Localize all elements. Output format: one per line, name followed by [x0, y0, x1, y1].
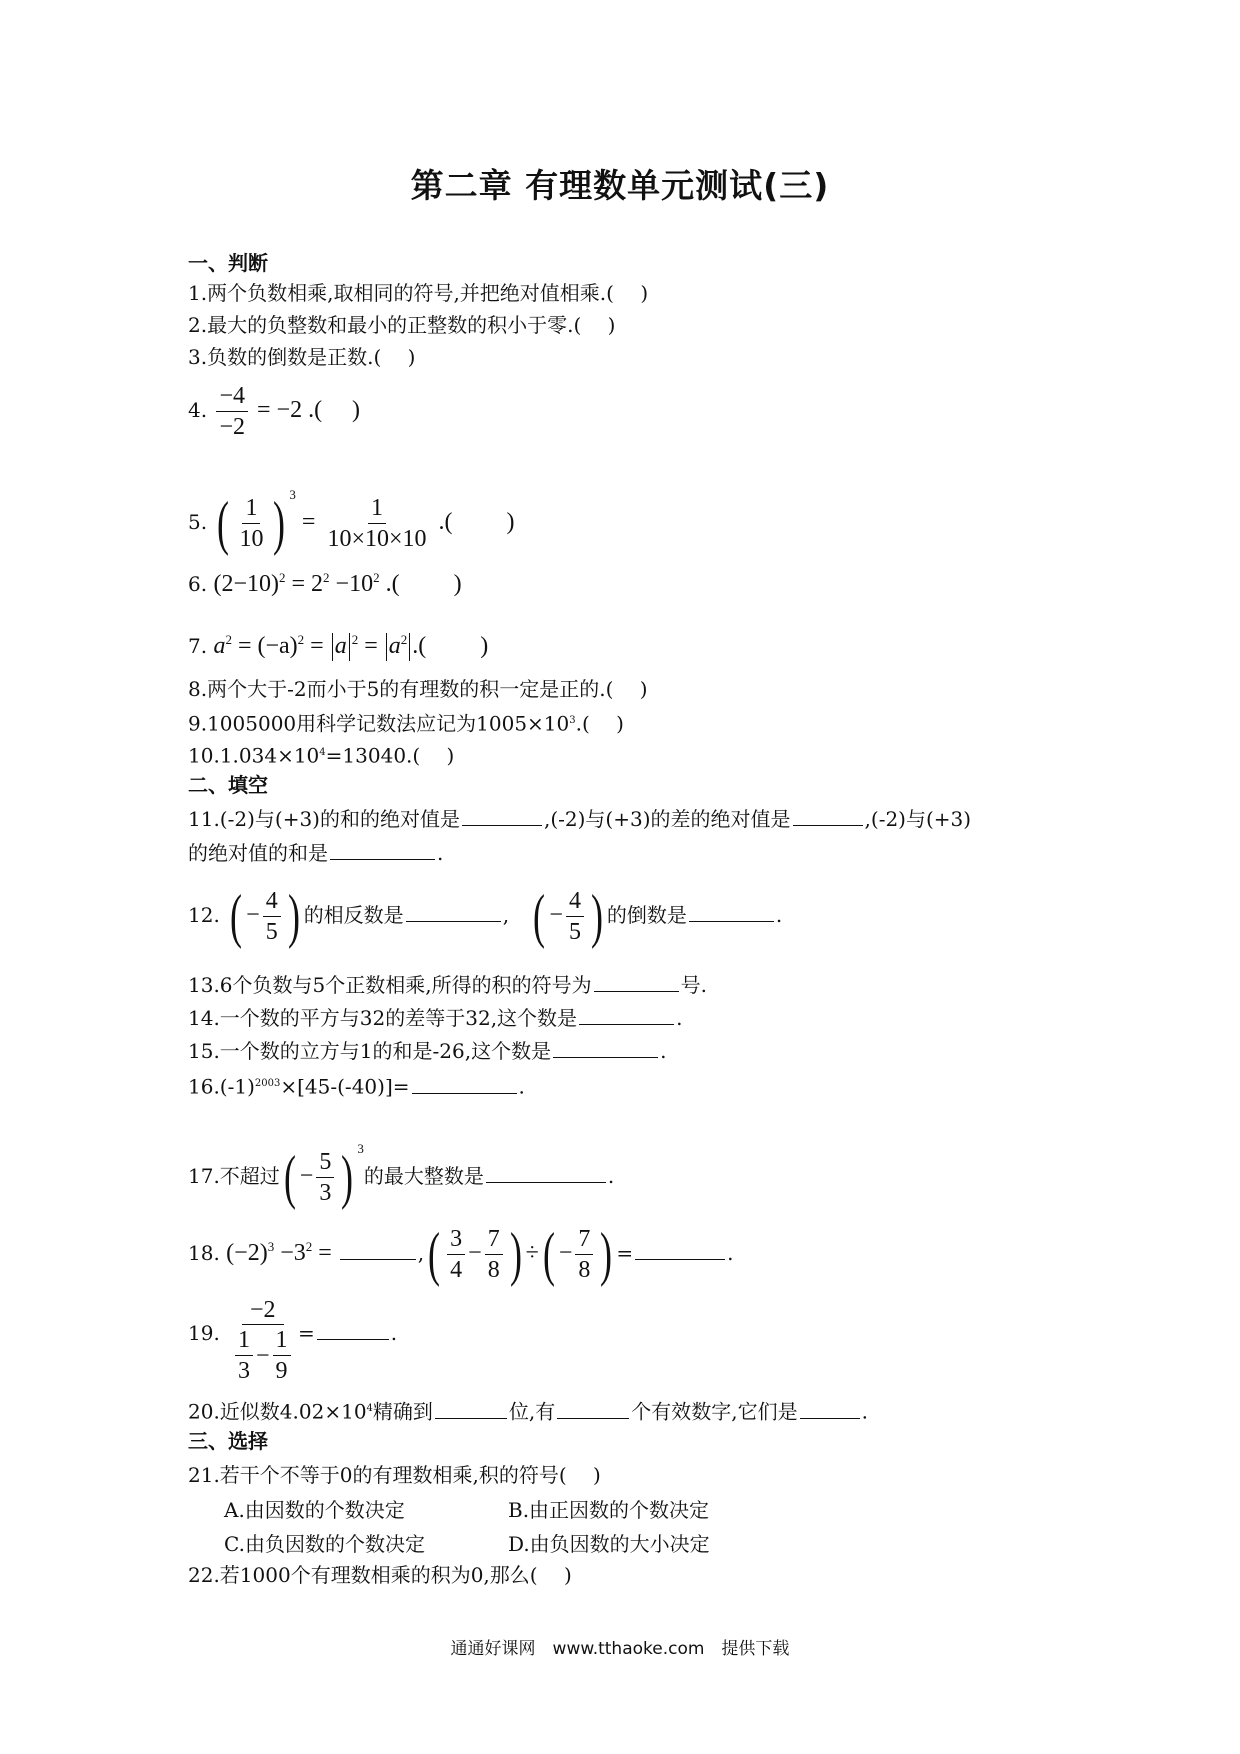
question-7-e4: 2: [400, 632, 408, 647]
question-7-g: a: [388, 633, 401, 659]
question-18-d3: 8: [578, 1256, 591, 1283]
question-12-denominator: 5: [265, 918, 278, 945]
question-5-right-fraction: [324, 493, 429, 554]
abs-bar-left: [332, 633, 333, 661]
question-19-numerator: −2: [242, 1296, 284, 1325]
question-17-fraction: [316, 1147, 334, 1208]
question-12-c: 的倒数是: [606, 903, 687, 927]
question-16-b: ×[45-(-40)]=: [280, 1074, 410, 1099]
question-18-eq: =: [616, 1241, 634, 1265]
answer-blank[interactable]: [486, 1181, 606, 1183]
question-5-left-denominator: 10: [239, 525, 264, 552]
abs-bar-left-2: [386, 633, 387, 661]
question-14-a: 14.一个数的平方与32的差等于32,这个数是: [188, 1006, 578, 1030]
question-7-b: = (−a): [231, 633, 298, 659]
section-heading-judge: 一、判断: [188, 251, 268, 275]
answer-blank[interactable]: [793, 824, 863, 826]
question-13-a: 13.6个负数与5个正数相乘,所得的积的符号为: [188, 973, 592, 997]
option-21-c[interactable]: C.由负因数的个数决定: [224, 1532, 425, 1556]
question-6-tail: −10: [329, 571, 374, 597]
question-14-b: .: [676, 1006, 683, 1030]
question-9-text: 9.1005000用科学记数法应记为1005×10: [188, 711, 570, 736]
option-21-a[interactable]: A.由因数的个数决定: [224, 1498, 405, 1522]
question-10-text: 10.1.034×10: [188, 743, 320, 768]
section-heading-choice: 三、选择: [188, 1429, 268, 1453]
question-20-c: 位,有: [508, 1399, 556, 1424]
question-12-b: ,: [502, 903, 510, 927]
question-1: 1.两个负数相乘,取相同的符号,并把绝对值相乘.( ): [188, 281, 649, 305]
question-12-d: .: [775, 903, 783, 927]
question-18-d: ,: [417, 1241, 425, 1265]
question-10: [188, 740, 454, 769]
question-16-c: .: [518, 1074, 525, 1099]
answer-blank[interactable]: [689, 920, 774, 922]
question-18-end: .: [727, 1241, 734, 1265]
answer-blank[interactable]: [340, 1258, 416, 1260]
question-6-exp2: 2: [323, 570, 330, 585]
question-15: [188, 1038, 666, 1064]
question-12-label: 12.: [188, 903, 220, 927]
question-18-frac1: [447, 1224, 465, 1285]
question-15-b: .: [660, 1039, 667, 1063]
question-9: [188, 708, 624, 737]
question-11-a: 11.(-2)与(+3)的和的绝对值是: [188, 807, 460, 831]
question-16: [188, 1071, 525, 1100]
question-19-frac2: [273, 1325, 291, 1386]
question-18-e2: 2: [305, 1239, 313, 1254]
question-16-a: 16.(-1): [188, 1074, 255, 1099]
question-5-right-denominator: 10×10×10: [327, 525, 427, 552]
question-18-n1: 3: [447, 1224, 465, 1255]
question-19-frac1: [235, 1325, 253, 1386]
answer-blank[interactable]: [557, 1417, 629, 1419]
question-9-exp: 3: [569, 715, 576, 726]
question-20: [188, 1396, 868, 1425]
question-18-d2: 8: [487, 1256, 500, 1283]
question-6-exp3: 2: [373, 570, 380, 585]
question-5-rest: .( ): [438, 509, 515, 535]
question-20-a: 20.近似数4.02×10: [188, 1399, 367, 1424]
answer-blank[interactable]: [462, 824, 542, 826]
question-16-exp: 2003: [254, 1078, 281, 1089]
abs-bar-right-2: [409, 633, 410, 661]
page-title: 第二章 有理数单元测试(三): [410, 166, 830, 205]
question-18-frac2: [485, 1224, 503, 1285]
answer-blank[interactable]: [553, 1056, 658, 1058]
question-5-left-fraction: [236, 493, 266, 554]
question-20-exp: 4: [366, 1403, 373, 1414]
question-12-numerator-2: 4: [566, 886, 584, 917]
question-10-exp: 4: [319, 747, 326, 758]
question-8: 8.两个大于-2而小于5的有理数的积一定是正的.( ): [188, 677, 648, 701]
option-21-b[interactable]: B.由正因数的个数决定: [508, 1498, 710, 1522]
question-4-label: 4.: [188, 398, 208, 422]
question-12-fraction-2: [566, 886, 584, 947]
question-19-n1: 1: [235, 1325, 253, 1356]
question-4-fraction: [216, 381, 248, 442]
question-19-compound-fraction: [232, 1296, 294, 1386]
option-21-d[interactable]: D.由负因数的大小决定: [508, 1532, 710, 1556]
answer-blank[interactable]: [330, 858, 435, 860]
question-19-d2: 9: [275, 1358, 288, 1384]
question-19-label: 19.: [188, 1321, 220, 1345]
question-18-b: −3: [274, 1240, 306, 1266]
question-12-a: 的相反数是: [303, 903, 404, 927]
question-7-f: =: [358, 633, 384, 659]
question-6: [188, 560, 462, 602]
question-12-numerator: 4: [263, 886, 281, 917]
question-6-expr: (2−10): [213, 571, 279, 597]
question-10-tail: =13040.( ): [325, 743, 455, 768]
question-5: 5. ( $\frac{1}{10}$ ) $^3$ = $\frac{1}{10\times 10\times 10}$ .( ): [188, 487, 515, 557]
question-4-numerator: −4: [216, 381, 248, 412]
answer-blank[interactable]: [435, 1417, 507, 1419]
question-13: [188, 972, 707, 998]
question-19-eq: =: [298, 1321, 315, 1345]
question-12-denominator-2: 5: [568, 918, 581, 945]
question-22: 22.若1000个有理数相乘的积为0,那么( ): [188, 1563, 572, 1587]
answer-blank[interactable]: [412, 1092, 517, 1094]
question-21: 21.若干个不等于0的有理数相乘,积的符号( ): [188, 1463, 601, 1487]
answer-blank[interactable]: [594, 990, 679, 992]
question-5-right-numerator: 1: [368, 493, 386, 524]
question-6-mid: = 2: [285, 571, 324, 597]
question-20-b: 精确到: [372, 1399, 433, 1424]
question-11-d: 的绝对值的和是: [188, 841, 328, 865]
question-6-exp1: 2: [278, 570, 286, 585]
question-19-minus: −: [256, 1342, 270, 1369]
question-2: 2.最大的负整数和最小的正整数的积小于零.( ): [188, 313, 616, 337]
section-heading-fill: 二、填空: [188, 773, 268, 797]
question-9-tail: .( ): [575, 711, 624, 736]
question-18-a: (−2): [226, 1240, 268, 1266]
answer-blank[interactable]: [317, 1338, 389, 1340]
question-6-rest: .( ): [379, 571, 462, 597]
question-15-a: 15.一个数的立方与1的和是-26,这个数是: [188, 1039, 552, 1063]
question-7-c: =: [304, 633, 330, 659]
question-18-div: ÷: [525, 1240, 539, 1266]
question-12-sign-2: −: [549, 902, 563, 928]
question-17: 17.不超过( − $\frac{5}{3}$ ) $^3$的最大整数是 .: [188, 1141, 615, 1211]
question-5-label: 5.: [188, 510, 208, 534]
abs-bar-right: [349, 633, 350, 661]
question-18-minus: −: [468, 1240, 482, 1266]
question-5-exponent: 3: [289, 487, 296, 502]
question-19-n2: 1: [273, 1325, 291, 1356]
question-18-d1: 4: [450, 1256, 463, 1283]
question-19-d1: 3: [238, 1358, 250, 1384]
question-17-c: .: [607, 1164, 615, 1188]
question-18-c: =: [312, 1240, 332, 1266]
question-17-sign: −: [299, 1163, 314, 1189]
question-7-e2: 2: [297, 632, 305, 647]
question-18-label: 18.: [188, 1241, 220, 1265]
answer-blank[interactable]: [579, 1023, 674, 1025]
question-7-e1: 2: [225, 632, 232, 647]
question-11-e: .: [437, 841, 444, 865]
question-7-rest: .( ): [412, 633, 489, 659]
question-4-denominator: −2: [219, 413, 245, 440]
question-7-e3: 2: [351, 632, 359, 647]
question-17-exp: 3: [357, 1141, 364, 1156]
question-7-d: a: [334, 633, 347, 659]
question-18-e1: 3: [267, 1239, 275, 1254]
answer-blank[interactable]: [635, 1258, 725, 1260]
question-17-numerator: 5: [316, 1147, 334, 1178]
question-12: 12. ( − $\frac{4}{5}$ ) 的相反数是 , ( − $\frac{4}{5}$ ) 的倒数是 .: [188, 883, 783, 950]
question-20-e: .: [861, 1399, 868, 1424]
question-13-b: 号.: [680, 973, 707, 997]
question-11-cont: [188, 840, 443, 866]
question-11-c: ,(-2)与(+3): [864, 807, 972, 831]
question-11: [188, 806, 971, 832]
question-11-b: ,(-2)与(+3)的差的绝对值是: [543, 807, 791, 831]
question-20-d: 个有效数字,它们是: [631, 1399, 798, 1424]
question-4: [188, 380, 360, 442]
question-18-n2: 7: [485, 1224, 503, 1255]
answer-blank[interactable]: [800, 1417, 860, 1419]
question-7-a: a: [213, 633, 226, 659]
answer-blank[interactable]: [406, 920, 501, 922]
question-6-label: 6.: [188, 572, 208, 596]
question-17-b: 的最大整数是: [363, 1164, 484, 1188]
question-3: 3.负数的倒数是正数.( ): [188, 345, 416, 369]
question-7-label: 7.: [188, 634, 208, 658]
question-17-denominator: 3: [319, 1179, 332, 1206]
question-12-fraction: [263, 886, 281, 947]
question-18-sign: −: [558, 1240, 573, 1266]
question-12-sign: −: [246, 902, 260, 928]
question-18-n3: 7: [575, 1224, 593, 1255]
question-14: [188, 1005, 682, 1031]
footer-credit: 通通好课网 www.tthaoke.com 提供下载: [450, 1639, 790, 1659]
question-19-end: .: [390, 1321, 398, 1345]
question-5-left-numerator: 1: [242, 493, 260, 524]
question-18: 18. $(-2)^3 -3^2$ = ,( $\frac{3}{4}$ − $\frac{7}{8}$ ) ÷( − $\frac{7}{8}$ ) = .: [188, 1221, 734, 1288]
question-18-frac3: [575, 1224, 593, 1285]
question-7: [188, 622, 488, 664]
question-17-a: 17.不超过: [188, 1164, 280, 1188]
question-4-rest: = −2 .( ): [257, 397, 361, 423]
